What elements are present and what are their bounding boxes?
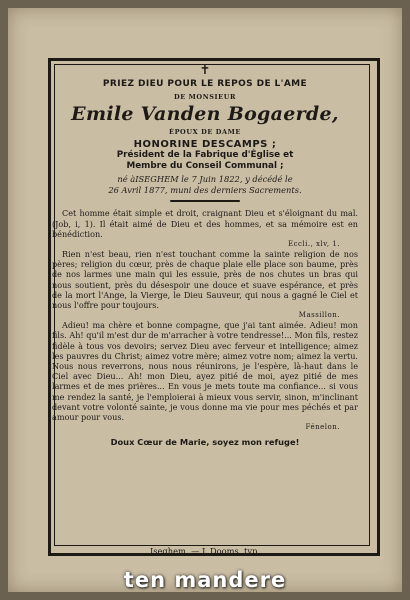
printer-credit: Iseghem. — J. Dooms, typ. (149, 546, 261, 556)
spouse-name: HONORINE DESCAMPS ; (133, 138, 277, 150)
closing-prayer: Doux Cœur de Marie, soyez mon refuge! (110, 437, 300, 448)
prefix: DE MONSIEUR (173, 92, 236, 101)
paragraph-2: Rien n'est beau, rien n'est touchant comme la sainte religion de nos pères; religion du cœur, près de chaque plaie elle place son baume, près de nos larmes une main qui les essuie, près de nos chutes un bras qui nous soutient, près du désespoir une douce et suave espérance, et près de la mort l'Ange, la Vierge, le Dieu Sauveur, qui nous a gagné le Ciel et nous l'offre pour toujours. (52, 248, 358, 310)
spouse-prefix: ÉPOUX DE DAME (169, 128, 241, 137)
card-content (52, 60, 358, 534)
watermark: ten mandere (123, 568, 287, 592)
citation-1: Eccli., xlv, 1. (287, 239, 340, 248)
paragraph-3: Adieu! ma chère et bonne compagne, que j'ai tant aimée. Adieu! mon fils. Ah! qu'il m'est dur de m'arracher à votre tendresse!... Mon fils, restez fidèle à tous vos devoirs; servez Dieu avec ferveur et intelligence; aimez les pauvres du Christ; aimez votre mère; aimez votre nom; aimez la vertu. Nous nous reverrons, nous nous réunirons, je l'espère, là-haut dans le Ciel avec Dieu... Ah! mon Dieu, ayez pitié de moi, ayez pitié de mes larmes et de mes prières... En vous je mets toute ma confiance... si vous me rendez la santé, je l'emploierai à mieux vous servir, sinon, m'inclinant devant votre volonté sainte, je vous donne ma vie pour mes péchés et par amour pour vous. (52, 320, 358, 423)
role-line-2: Membre du Conseil Communal ; (126, 161, 284, 172)
paragraph-1: Cet homme était simple et droit, craignant Dieu et s'éloignant du mal. (Job, i, 1). Il était aimé de Dieu et des hommes, et sa mémoire est en bénédiction. (52, 208, 358, 239)
citation-3: Fénelon. (305, 423, 340, 432)
ornament-divider (170, 198, 240, 204)
headline: PRIEZ DIEU POUR LE REPOS DE L'AME (102, 79, 308, 89)
role-line-1: Président de la Fabrique d'Église et (116, 150, 294, 161)
deceased-name: Emile Vanden Bogaerde, (71, 103, 339, 126)
cross-icon: ✝ (199, 63, 211, 78)
citation-2: Massillon. (298, 311, 340, 320)
dates-line-1: né àISEGHEM le 7 Juin 1822, y décédé le (117, 174, 293, 185)
dates-line-2: 26 Avril 1877, muni des derniers Sacrements. (108, 184, 302, 195)
